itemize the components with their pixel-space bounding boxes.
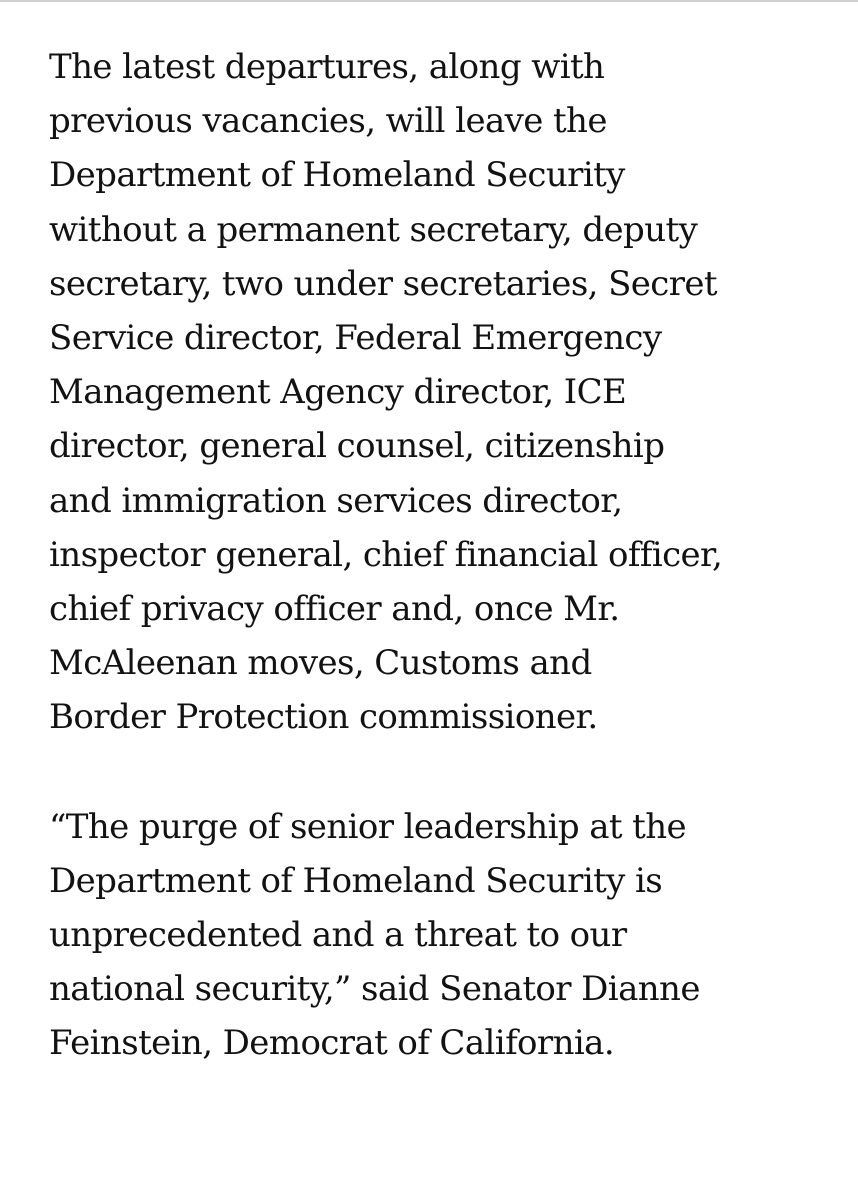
top-divider — [0, 0, 858, 2]
article-paragraph — [49, 40, 839, 745]
text-line: Department of Homeland Security — [49, 155, 625, 196]
article-body — [49, 40, 839, 1071]
text-line: chief privacy officer and, once Mr. — [49, 589, 620, 630]
text-line: Management Agency director, ICE — [49, 372, 627, 413]
text-line: previous vacancies, will leave the — [49, 101, 607, 142]
quote-paragraph — [49, 800, 839, 1071]
text-line: unprecedented and a threat to our — [49, 915, 627, 956]
text-line: secretary, two under secretaries, Secret — [49, 263, 717, 304]
text-line: and immigration services director, — [49, 480, 623, 521]
text-line: director, general counsel, citizenship — [49, 426, 665, 467]
text-line: Department of Homeland Security is — [49, 860, 663, 901]
text-line: inspector general, chief financial officer, — [49, 534, 723, 575]
text-line: without a permanent secretary, deputy — [49, 209, 698, 250]
text-line: national security,” said Senator Dianne — [49, 969, 700, 1010]
text-line: “The purge of senior leadership at the — [49, 806, 687, 847]
text-line: Service director, Federal Emergency — [49, 318, 662, 359]
text-line: McAleenan moves, Customs and — [49, 643, 592, 684]
text-line: The latest departures, along with — [49, 47, 605, 87]
text-line: Feinstein, Democrat of California. — [49, 1023, 615, 1064]
text-line: Border Protection commissioner. — [49, 697, 598, 738]
